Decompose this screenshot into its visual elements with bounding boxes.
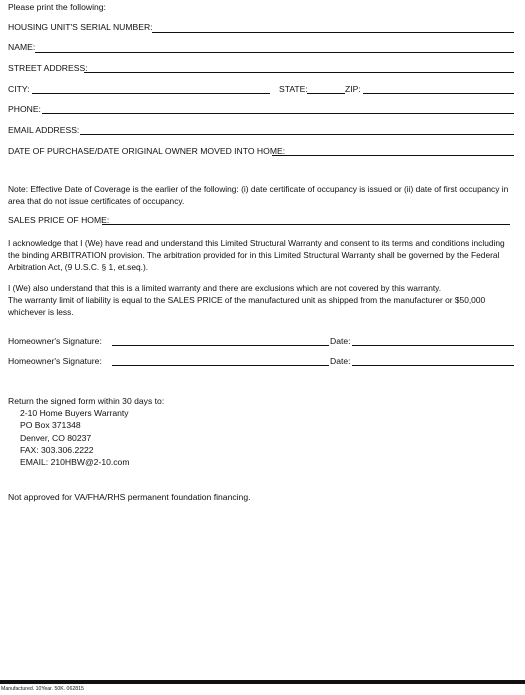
homeowner-signature-label-2: Homeowner's Signature: [8,356,102,366]
return-address-line: PO Box 371348 [20,420,81,430]
serial-number-line[interactable] [152,32,514,33]
return-fax: FAX: 303.306.2222 [20,445,94,455]
state-label: STATE: [279,84,308,94]
limited-warranty-statement: I (We) also understand that this is a limited warranty and there are exclusions which are not covered by this warranty. [8,283,442,293]
serial-number-label: HOUSING UNIT'S SERIAL NUMBER: [8,22,153,32]
return-email: EMAIL: 210HBW@2-10.com [20,457,130,467]
name-label: NAME: [8,42,36,52]
return-address-line: Denver, CO 80237 [20,433,92,443]
sales-price-label: SALES PRICE OF HOME: [8,215,110,225]
zip-label: ZIP: [345,84,361,94]
email-address-line[interactable] [80,134,514,135]
state-line[interactable] [307,93,345,94]
liability-statement: The warranty limit of liability is equal to the SALES PRICE of the manufactured unit as shipped from the manufacturer or $50,000 whichever is less. [8,295,486,317]
return-instruction: Return the signed form within 30 days to: [8,396,165,406]
return-address-line: 2-10 Home Buyers Warranty [20,408,129,418]
homeowner-signature-line-2[interactable] [112,365,329,366]
phone-label: PHONE: [8,104,41,114]
city-label: CITY: [8,84,30,94]
footer-bar [0,680,525,684]
city-line[interactable] [32,93,270,94]
street-address-label: STREET ADDRESS: [8,63,88,73]
form-instruction: Please print the following: [8,2,106,12]
email-address-label: EMAIL ADDRESS: [8,125,80,135]
zip-line[interactable] [363,93,514,94]
purchase-date-line[interactable] [272,155,514,156]
signature-date-label-2: Date: [330,356,351,366]
homeowner-signature-label-1: Homeowner's Signature: [8,336,102,346]
signature-date-line-1[interactable] [352,345,514,346]
purchase-date-label: DATE OF PURCHASE/DATE ORIGINAL OWNER MOVED INTO HOME: [8,146,286,156]
signature-date-label-1: Date: [330,336,351,346]
name-line[interactable] [35,52,514,53]
acknowledgement-paragraph: I acknowledge that I (We) have read and understand this Limited Structural Warranty and consent to its terms and conditions including the binding ARBITRATION provision. The arbitration provided for in this Limited Structural Warranty shall be governed by the Federal Arbitration Act, (9 U.S.C. § 1, et.seq.). [8,238,505,272]
signature-date-line-2[interactable] [352,365,514,366]
form-code: Manufactured. 10Year. 50K. 062815 [1,686,84,692]
coverage-date-note: Note: Effective Date of Coverage is the earlier of the following: (i) date certificate of occupancy is issued or (ii) date of first occupancy in area that do not issue certificates of occupancy. [8,184,509,206]
phone-line[interactable] [42,113,514,114]
street-address-line[interactable] [84,72,514,73]
financing-disclaimer: Not approved for VA/FHA/RHS permanent foundation financing. [8,492,251,502]
sales-price-line[interactable] [102,224,510,225]
homeowner-signature-line-1[interactable] [112,345,329,346]
